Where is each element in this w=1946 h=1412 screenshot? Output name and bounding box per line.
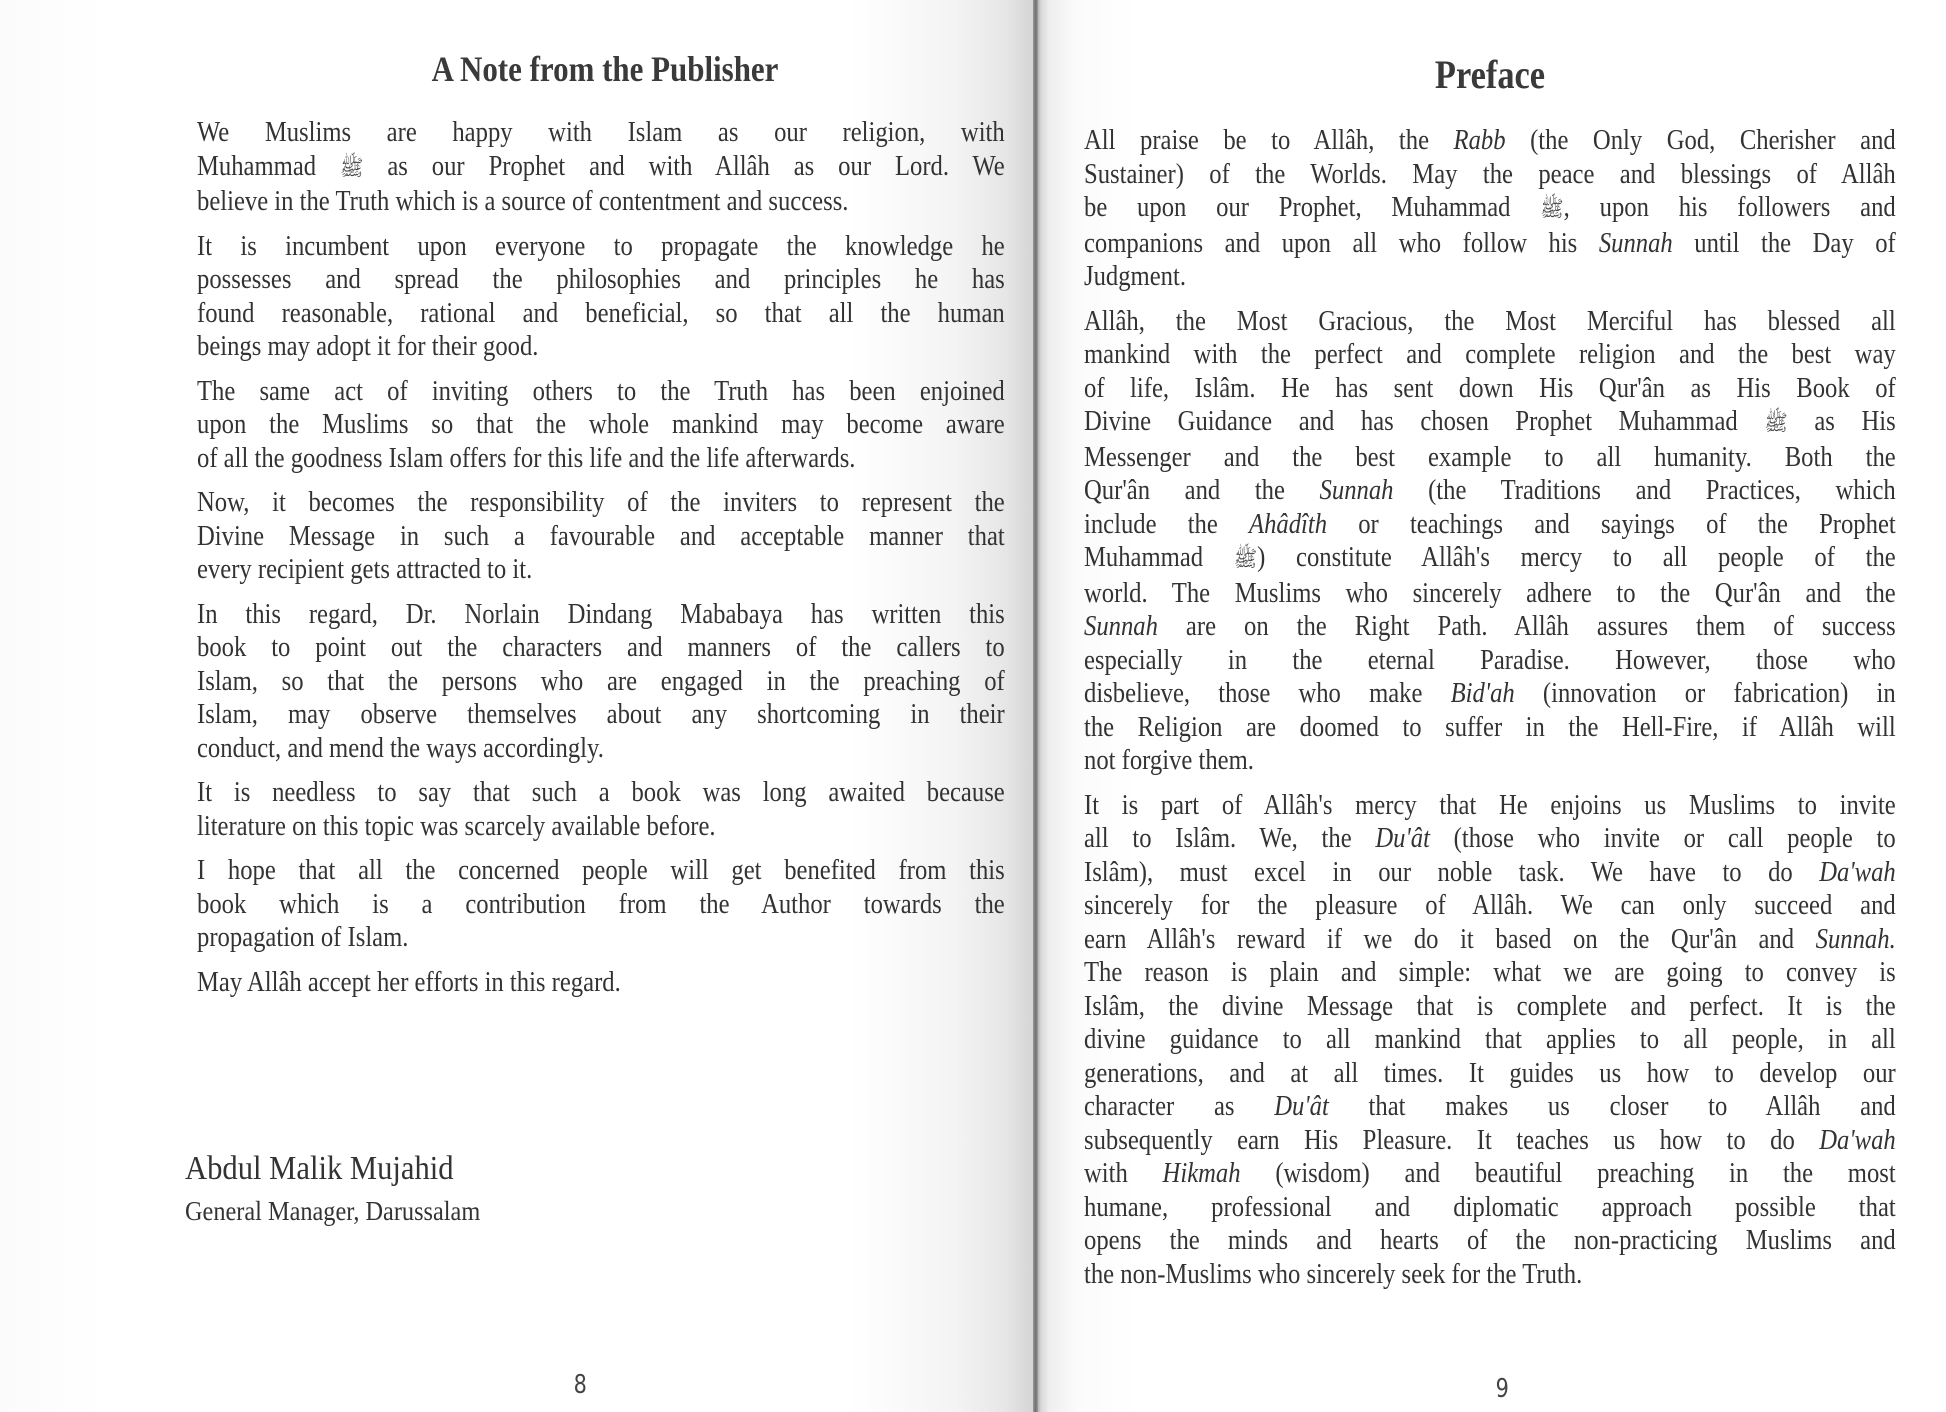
text-line: Islam, may observe themselves about any shortcoming in their [197, 699, 1005, 730]
publisher-note-paragraph [197, 116, 1005, 219]
text-line: We Muslims are happy with Islam as our religion, with [197, 117, 1005, 148]
text-line: mankind with the perfect and complete religion and the best way [1084, 339, 1896, 370]
text-line: include the Ahâdîth or teachings and sayings of the Prophet [1084, 508, 1896, 540]
text-line: The same act of inviting others to the Truth has been enjoined [197, 375, 1005, 407]
text-line: May Allâh accept her efforts in this regard. [197, 966, 621, 998]
text-line: upon the Muslims so that the whole mankind may become aware [197, 409, 1005, 440]
text-line: with Hikmah (wisdom) and beautiful preaching in the most [1084, 1158, 1896, 1189]
text-line: It is needless to say that such a book was long awaited because [197, 777, 1005, 808]
publisher-note-paragraph [197, 598, 1005, 766]
text-line: I hope that all the concerned people will get benefited from this [197, 855, 1005, 886]
salutation-glyph: ﷺ [1764, 411, 1788, 436]
text-line: Sunnah are on the Right Path. Allâh assures them of success [1084, 611, 1896, 642]
text-line: Judgment. [1084, 261, 1186, 292]
text-line: believe in the Truth which is a source of contentment and success. [197, 186, 849, 217]
left-page-body [197, 116, 1005, 1010]
preface-paragraph [1084, 305, 1896, 778]
text-line: propagation of Islam. [197, 922, 409, 953]
publisher-note-paragraph [197, 375, 1005, 476]
text-line: Now, it becomes the responsibility of the inviters to represent the [197, 487, 1005, 518]
publisher-note-paragraph [197, 854, 1005, 955]
text-line: sincerely for the pleasure of Allâh. We can only succeed and [1084, 890, 1896, 921]
book-spine [1033, 0, 1038, 1412]
text-line: the non-Muslims who sincerely seek for the Truth. [1084, 1258, 1583, 1290]
salutation-glyph: ﷺ [1540, 197, 1564, 222]
text-line: all to Islâm. We, the Du'ât (those who invite or call people to [1084, 823, 1896, 854]
text-line: every recipient gets attracted to it. [197, 554, 533, 585]
text-line: Sustainer) of the Worlds. May the peace and blessings of Allâh [1084, 158, 1896, 190]
text-line: humane, professional and diplomatic approach possible that [1084, 1191, 1896, 1223]
preface-paragraph [1084, 789, 1896, 1292]
text-line: Muhammad ﷺ as our Prophet and with Allâh as our Lord. We [197, 150, 1005, 182]
preface-paragraph [1084, 124, 1896, 294]
text-line: literature on this topic was scarcely available before. [197, 810, 716, 842]
text-line: of life, Islâm. He has sent down His Qur'ân as His Book of [1084, 372, 1896, 404]
signature-title: General Manager, Darussalam [185, 1196, 481, 1226]
text-line: Muhammad ﷺ) constitute Allâh's mercy to all people of the [1084, 542, 1896, 573]
publisher-note-paragraph [197, 966, 1005, 1000]
text-line: conduct, and mend the ways accordingly. [197, 732, 604, 764]
text-line: companions and upon all who follow his Sunnah until the Day of [1084, 227, 1896, 259]
text-line: world. The Muslims who sincerely adhere to the Qur'ân and the [1084, 577, 1896, 609]
left-page-heading: A Note from the Publisher [431, 49, 779, 89]
text-line: beings may adopt it for their good. [197, 331, 539, 362]
text-line: The reason is plain and simple: what we are going to convey is [1084, 957, 1896, 988]
page-number-left: 8 [573, 1370, 587, 1400]
text-line: subsequently earn His Pleasure. It teaches us how to do Da'wah [1084, 1124, 1896, 1156]
text-line: not forgive them. [1084, 745, 1254, 776]
publisher-note-paragraph [197, 230, 1005, 364]
salutation-glyph: ﷺ [1233, 547, 1258, 572]
text-line: the Religion are doomed to suffer in the Hell-Fire, if Allâh will [1084, 711, 1896, 743]
text-line: Messenger and the best example to all humanity. Both the [1084, 441, 1896, 473]
salutation-glyph: ﷺ [340, 155, 364, 181]
text-line: especially in the eternal Paradise. However, those who [1084, 644, 1896, 676]
text-line: It is incumbent upon everyone to propagate the knowledge he [197, 230, 1005, 262]
text-line: book which is a contribution from the Author towards the [197, 888, 1005, 920]
right-page-heading: Preface [1434, 52, 1546, 97]
text-line: earn Allâh's reward if we do it based on the Qur'ân and Sunnah. [1084, 923, 1896, 955]
right-page-body [1084, 124, 1896, 1302]
text-line: possesses and spread the philosophies and principles he has [197, 264, 1005, 295]
text-line: All praise be to Allâh, the Rabb (the Only God, Cherisher and [1084, 125, 1896, 156]
text-line: Divine Message in such a favourable and acceptable manner that [197, 520, 1005, 552]
text-line: generations, and at all times. It guides us how to develop our [1084, 1057, 1896, 1089]
text-line: character as Du'ât that makes us closer to Allâh and [1084, 1091, 1896, 1122]
text-line: Divine Guidance and has chosen Prophet Muhammad ﷺ as His [1084, 406, 1896, 437]
text-line: be upon our Prophet, Muhammad ﷺ, upon his followers and [1084, 192, 1896, 223]
publisher-note-paragraph [197, 776, 1005, 843]
text-line: divine guidance to all mankind that applies to all people, in all [1084, 1024, 1896, 1055]
text-line: book to point out the characters and manners of the callers to [197, 632, 1005, 663]
publisher-note-paragraph [197, 486, 1005, 587]
text-line: Islâm), must excel in our noble task. We have to do Da'wah [1084, 856, 1896, 888]
text-line: It is part of Allâh's mercy that He enjoins us Muslims to invite [1084, 789, 1896, 821]
page-number-right: 9 [1495, 1374, 1509, 1404]
text-line: disbelieve, those who make Bid'ah (innovation or fabrication) in [1084, 678, 1896, 709]
text-line: Qur'ân and the Sunnah (the Traditions and Practices, which [1084, 475, 1896, 506]
text-line: opens the minds and hearts of the non-practicing Muslims and [1084, 1225, 1896, 1256]
text-line: In this regard, Dr. Norlain Dindang Mababaya has written this [197, 598, 1005, 630]
text-line: Allâh, the Most Gracious, the Most Merciful has blessed all [1084, 305, 1896, 337]
text-line: found reasonable, rational and beneficial, so that all the human [197, 297, 1005, 329]
text-line: Islâm, the divine Message that is complete and perfect. It is the [1084, 990, 1896, 1022]
signature-name: Abdul Malik Mujahid [185, 1150, 454, 1187]
text-line: Islam, so that the persons who are engaged in the preaching of [197, 665, 1005, 697]
text-line: of all the goodness Islam offers for this life and the life afterwards. [197, 442, 856, 474]
